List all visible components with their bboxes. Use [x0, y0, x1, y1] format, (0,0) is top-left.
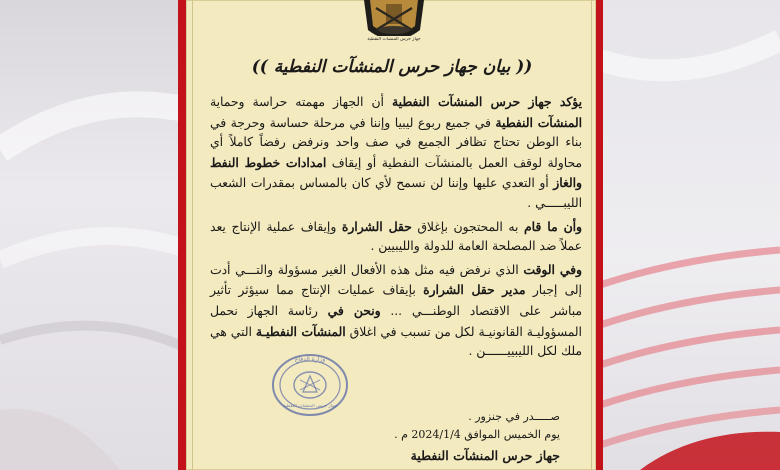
paragraph-1-text-3: أو التعدي عليها وإننا لن نسمح لأي كان بالمساس بمقدرات الشعب الليبـــــي .: [210, 176, 582, 210]
paragraph-3-bold-4: المنشآت النفطيـة: [255, 323, 346, 339]
paragraph-1-bold-3: امدادات خطوط النفط والغاز: [210, 154, 582, 191]
paragraph-1-bold-1: يؤكد جهاز حرس المنشآت النفطية: [392, 94, 582, 109]
issued-date: يوم الخميس الموافق 2024/1/4 م .: [394, 428, 560, 441]
issue-details: [380, 408, 560, 444]
paragraph-3-bold-1: وفي الوقت: [523, 261, 582, 277]
paragraph-3-text-3: رئاسة الجهاز نحمل المسؤوليـة القانونيـة لكل من تسبب في اغلاق: [210, 303, 582, 339]
paragraph-1-text-2: في جميع ربوع ليبيا وإننا في مرحلة حساسة وحرجة في بناء الوطن تحتاج تظافر الجميع في صف واحد ونرفض رفضاً كاملاً أي محاولة لوقف العمل بالمنشآت النفطية أو إيقاف: [210, 115, 582, 170]
stamp-bottom-text: جهاز حرس المنشآت النفطية: [282, 404, 338, 409]
paragraph-3-bold-3: ونحن في: [327, 302, 381, 318]
paragraph-3: [210, 260, 582, 362]
paragraph-2-text-1: به المحتجون بإغلاق: [411, 219, 525, 234]
background-right-panel: [600, 0, 780, 470]
paragraph-2-text-2: وإيقاف عملية الإنتاج يعد عملاً ضد المصلحة العامة للدولة والليبيين .: [210, 219, 582, 254]
organization-signature: جهاز حرس المنشآت النفطية: [410, 448, 560, 463]
emblem-caption: جهاز حرس المنشآت النفطية: [367, 37, 421, 42]
statement-body: [210, 92, 582, 365]
paragraph-2: [210, 217, 582, 257]
issued-place: صـــــدر في جنزور .: [468, 410, 560, 423]
paragraph-3-bold-2: مدير حقل الشرارة: [423, 282, 526, 298]
red-frame-left: [178, 0, 186, 470]
stamp-top-text: وزارة الدفاع: [294, 356, 326, 363]
statement-title: (( بيان جهاز حرس المنشآت النفطية )): [251, 57, 533, 77]
paragraph-3-text-1: الذي نرفض فيه مثل هذه الأفعال الغير مسؤولة والتـــي أدت إلى إجبار: [210, 262, 582, 298]
paragraph-1-text-1: أن الجهاز مهمته حراسة وحماية: [210, 95, 393, 109]
paragraph-2-bold-1: وأن ما قام: [524, 218, 582, 234]
paragraph-1-bold-2: المنشآت النفطية: [495, 114, 582, 130]
paragraph-3-text-2: بإيقاف عمليات الإنتاج مما سيؤثر تأثير مباشر على الاقتصاد الوطنـــي ...: [210, 283, 582, 318]
paragraph-1: [210, 92, 582, 214]
red-frame-right: [596, 0, 603, 470]
background-left-panel: [0, 0, 190, 470]
paragraph-2-bold-2: حقل الشرارة: [341, 218, 412, 234]
paragraph-3-text-4: التي هي ملك لكل الليبييــــــن .: [210, 324, 582, 359]
